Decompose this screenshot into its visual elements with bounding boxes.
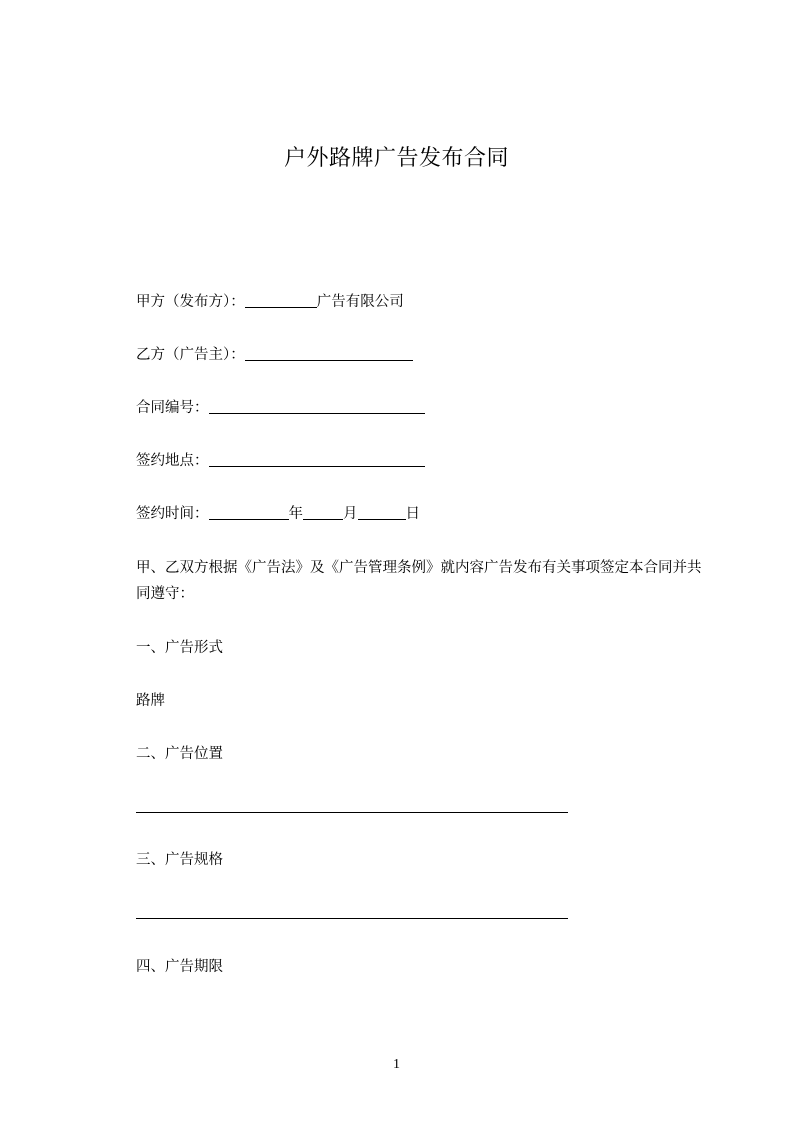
sign-place-line (136, 451, 425, 471)
party-a-blank[interactable] (245, 293, 317, 308)
document-title: 户外路牌广告发布合同 (283, 146, 509, 171)
position-fill-line[interactable] (136, 812, 568, 813)
section-heading: 三、广告规格 (136, 852, 223, 868)
day-label: 日 (405, 506, 420, 522)
party-a-suffix: 广告有限公司 (316, 294, 404, 310)
party-b-line (136, 345, 413, 365)
sign-day-blank[interactable] (358, 505, 406, 520)
contract-number-blank[interactable] (209, 399, 425, 414)
section-heading: 一、广告形式 (136, 640, 223, 656)
party-a-line (136, 292, 404, 312)
month-label: 月 (343, 506, 358, 522)
section-heading: 四、广告期限 (136, 959, 223, 975)
sign-place-label: 签约地点： (136, 453, 209, 469)
year-label: 年 (288, 506, 303, 522)
contract-number-label: 合同编号： (136, 400, 209, 416)
sign-time-line (136, 504, 420, 524)
party-b-label: 乙方（广告主）： (136, 347, 245, 363)
party-b-blank[interactable] (245, 346, 413, 361)
spec-fill-line[interactable] (136, 918, 568, 919)
page-number: 1 (393, 1057, 400, 1072)
party-a-label: 甲方（发布方）： (136, 294, 245, 310)
contract-number-line (136, 398, 425, 418)
intro-paragraph (104, 555, 704, 607)
section-heading: 二、广告位置 (136, 746, 223, 762)
section-content: 路牌 (136, 693, 165, 709)
intro-text: 甲、乙双方根据《广告法》及《广告管理条例》就内容广告发布有关事项签定本合同并共同遵守： (136, 560, 702, 602)
sign-month-blank[interactable] (303, 505, 343, 520)
sign-place-blank[interactable] (209, 452, 425, 467)
sign-year-blank[interactable] (209, 505, 289, 520)
sign-time-label: 签约时间： (136, 506, 209, 522)
